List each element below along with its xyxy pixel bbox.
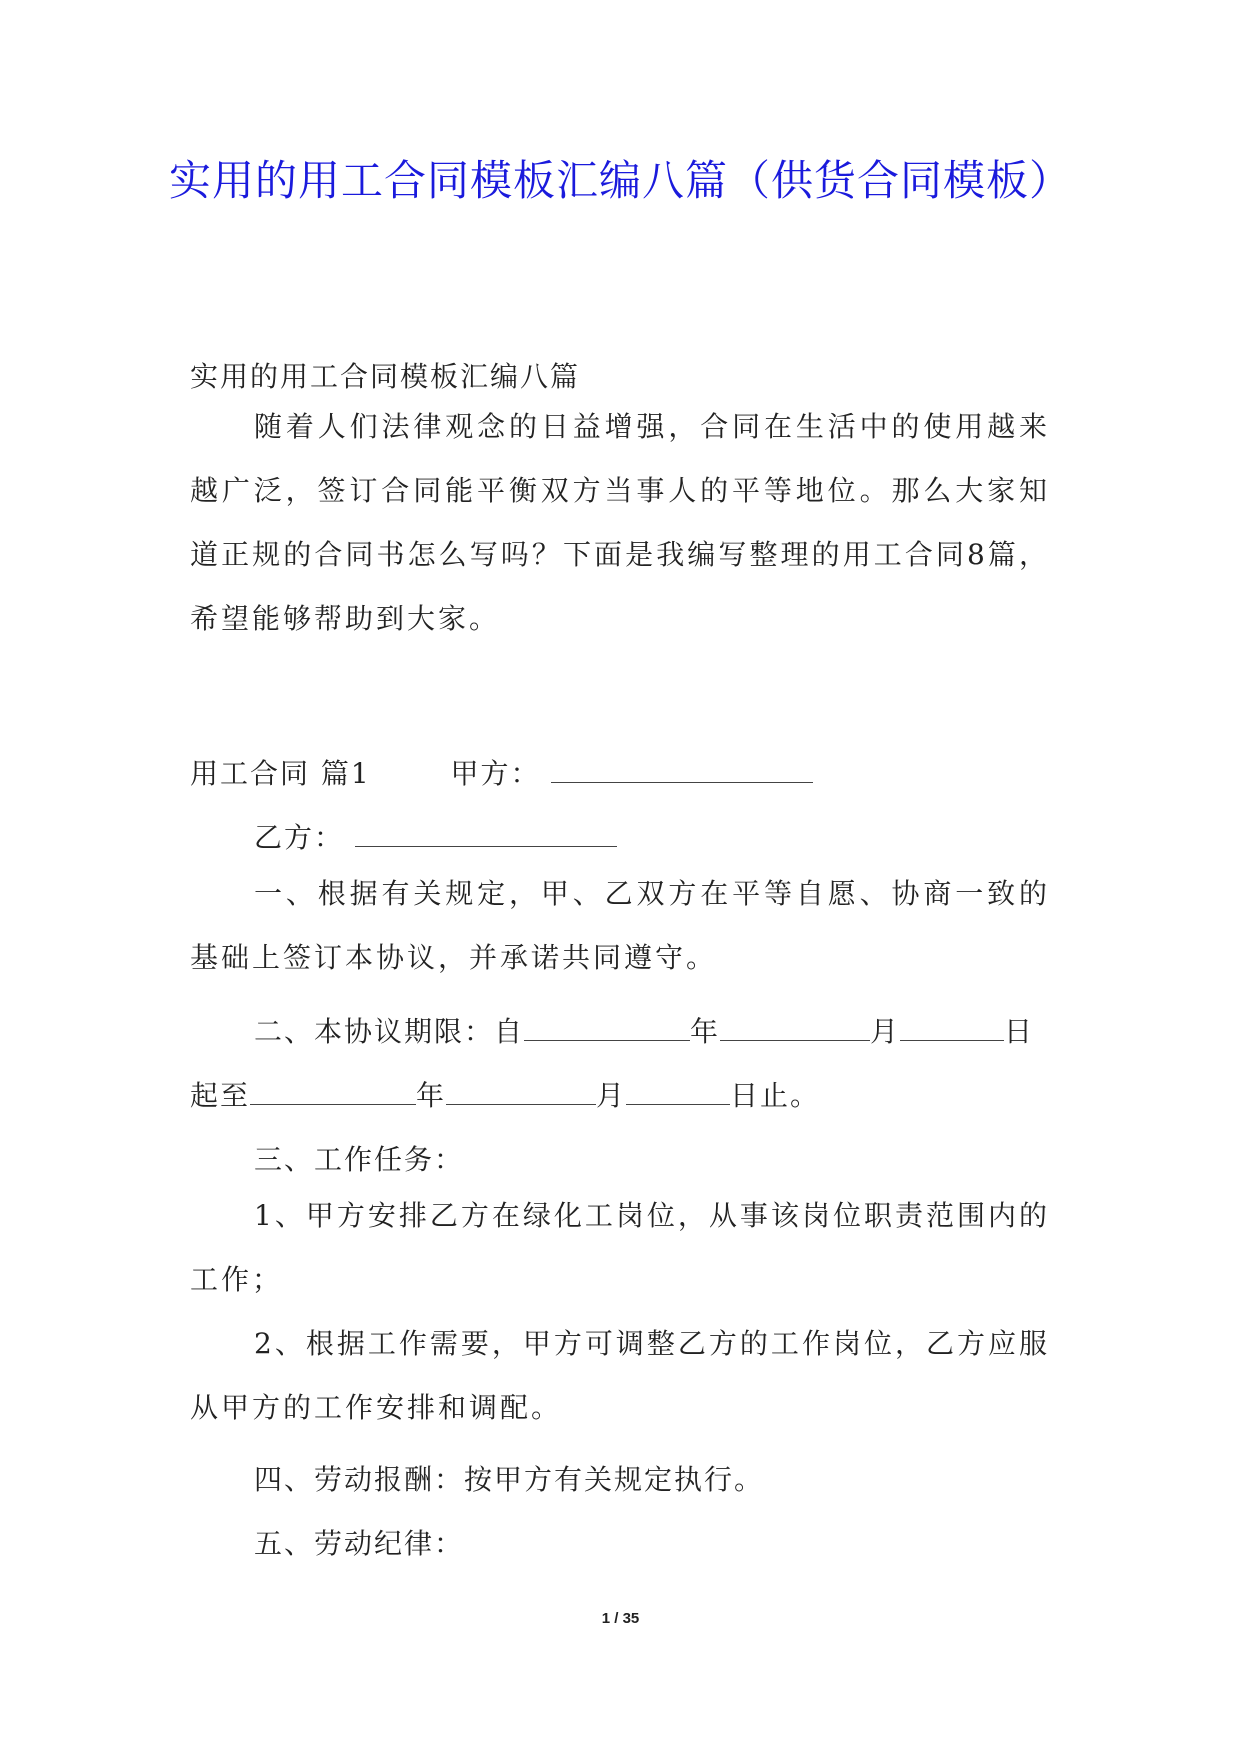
clause-3: 三、工作任务： — [254, 1143, 465, 1176]
end-day-blank — [626, 1078, 730, 1105]
clause-3-2: 2、根据工作需要，甲方可调整乙方的工作岗位，乙方应服从甲方的工作安排和调配。 — [190, 1327, 1050, 1424]
end-month-blank — [446, 1078, 596, 1105]
clause-2-line-1: 二、本协议期限：自 年 月 日 — [254, 1015, 1035, 1048]
start-year-blank — [524, 1014, 690, 1041]
clause-3-1: 1、甲方安排乙方在绿化工岗位，从事该岗位职责范围内的工作； — [190, 1199, 1050, 1296]
intro-paragraph: 随着人们法律观念的日益增强，合同在生活中的使用越来越广泛，签订合同能平衡双方当事人的平等地位。那么大家知道正规的合同书怎么写吗？下面是我编写整理的用工合同8篇，希望能够帮助到大家。 — [190, 410, 1050, 635]
party-a-line — [190, 752, 1050, 792]
page-indicator: 1 / 35 — [601, 1610, 640, 1627]
section-heading: 用工合同 篇1 — [190, 757, 371, 790]
clause-5: 五、劳动纪律： — [254, 1527, 465, 1560]
party-b-line — [190, 816, 1114, 856]
document-subtitle: 实用的用工合同模板汇编八篇 — [190, 360, 581, 393]
document-title: 实用的用工合同模板汇编八篇（供货合同模板） — [168, 156, 1072, 205]
start-month-blank — [720, 1014, 870, 1041]
party-b-blank — [355, 820, 617, 847]
party-b-label: 乙方： — [254, 821, 345, 854]
party-a-blank — [551, 756, 813, 783]
party-a-label: 甲方： — [450, 757, 541, 790]
end-year-blank — [250, 1078, 416, 1105]
start-day-blank — [900, 1014, 1004, 1041]
clause-1: 一、根据有关规定，甲、乙双方在平等自愿、协商一致的基础上签订本协议，并承诺共同遵守。 — [190, 877, 1050, 974]
clause-2-line-2: 起至 年 月 日止。 — [190, 1079, 821, 1112]
clause-4: 四、劳动报酬：按甲方有关规定执行。 — [254, 1463, 765, 1496]
